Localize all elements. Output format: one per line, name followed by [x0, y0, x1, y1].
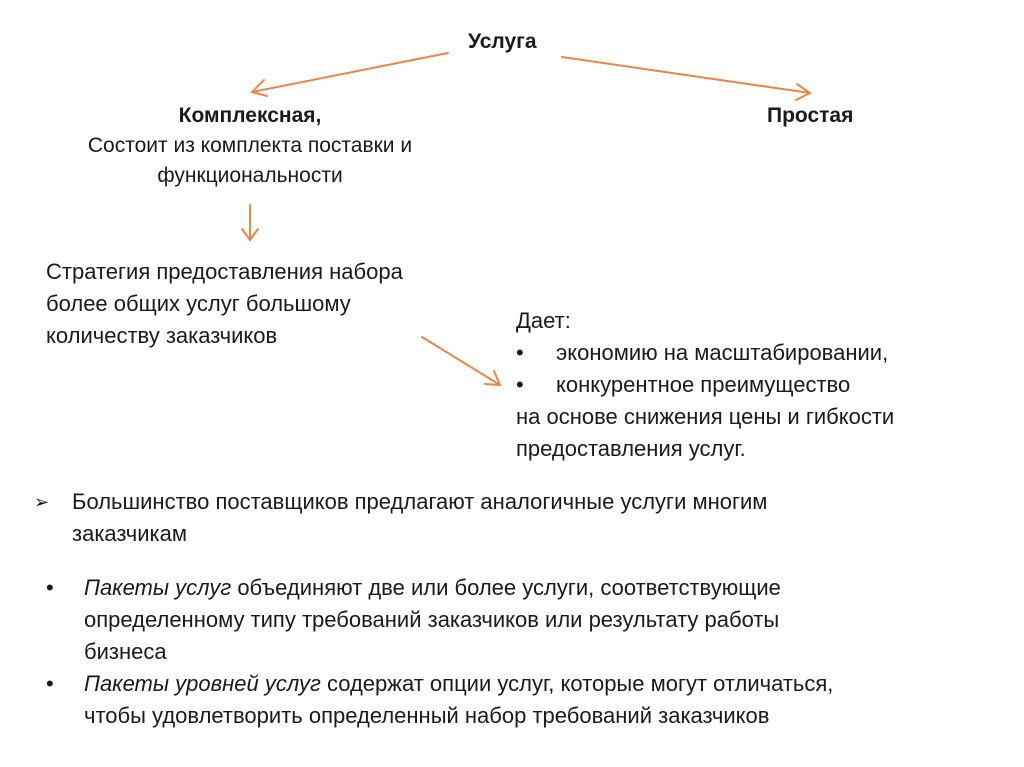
- gives-item-1-text: экономию на масштабировании,: [556, 340, 889, 365]
- packages-item-2-text: содержат опции услуг, которые могут отличаться,: [320, 671, 834, 696]
- strategy-block: [46, 256, 486, 352]
- strategy-line2: более общих услуг большому: [46, 291, 351, 316]
- strategy-line3: количеству заказчиков: [46, 323, 278, 348]
- packages-item-2-term: Пакеты уровней услуг: [84, 671, 321, 696]
- arrow-bullet-icon: ➢: [34, 492, 50, 512]
- packages-item-2-line2: чтобы удовлетворить определенный набор требований заказчиков: [84, 703, 770, 728]
- complex-node: [30, 101, 470, 191]
- packages-item-1-line2: определенному типу требований заказчиков или результату работы: [84, 607, 780, 632]
- gives-item-1: [516, 337, 996, 369]
- gives-continuation-line1: на основе снижения цены и гибкости: [516, 404, 895, 429]
- gives-continuation-line2: предоставления услуг.: [516, 436, 746, 461]
- arrow-root-to-simple: [562, 57, 810, 93]
- bullet-mark: •: [516, 340, 524, 365]
- gives-item-2-text: конкурентное преимущество: [556, 372, 851, 397]
- majority-line1: Большинство поставщиков предлагают аналогичные услуги многим: [72, 489, 768, 514]
- bullet-mark: •: [516, 372, 524, 397]
- bullet-mark: •: [46, 671, 54, 696]
- complex-desc-line2: функциональности: [157, 164, 343, 187]
- packages-item-1-term: Пакеты услуг: [84, 575, 232, 600]
- gives-item-2: [516, 369, 996, 401]
- packages-item-1-line3: бизнеса: [84, 639, 167, 664]
- arrowhead-root-to-complex: [252, 80, 267, 96]
- arrow-root-to-complex: [252, 53, 448, 92]
- packages-item-1-text: объединяют две или более услуги, соответствующие: [231, 575, 781, 600]
- gives-block: [516, 305, 996, 465]
- complex-desc-line1: Состоит из комплекта поставки и: [87, 134, 413, 157]
- majority-line2: заказчикам: [72, 521, 187, 546]
- strategy-line1: Стратегия предоставления набора: [46, 259, 403, 284]
- packages-item-2: [46, 668, 1006, 732]
- root-node-label: Услуга: [468, 30, 537, 53]
- gives-title: Дает:: [516, 308, 571, 333]
- packages-list: [46, 572, 1006, 732]
- packages-item-1: [46, 572, 1006, 668]
- majority-statement: [34, 486, 994, 550]
- bullet-mark: •: [46, 575, 54, 600]
- complex-title: Комплексная,: [178, 104, 322, 127]
- simple-node-label: Простая: [767, 104, 854, 127]
